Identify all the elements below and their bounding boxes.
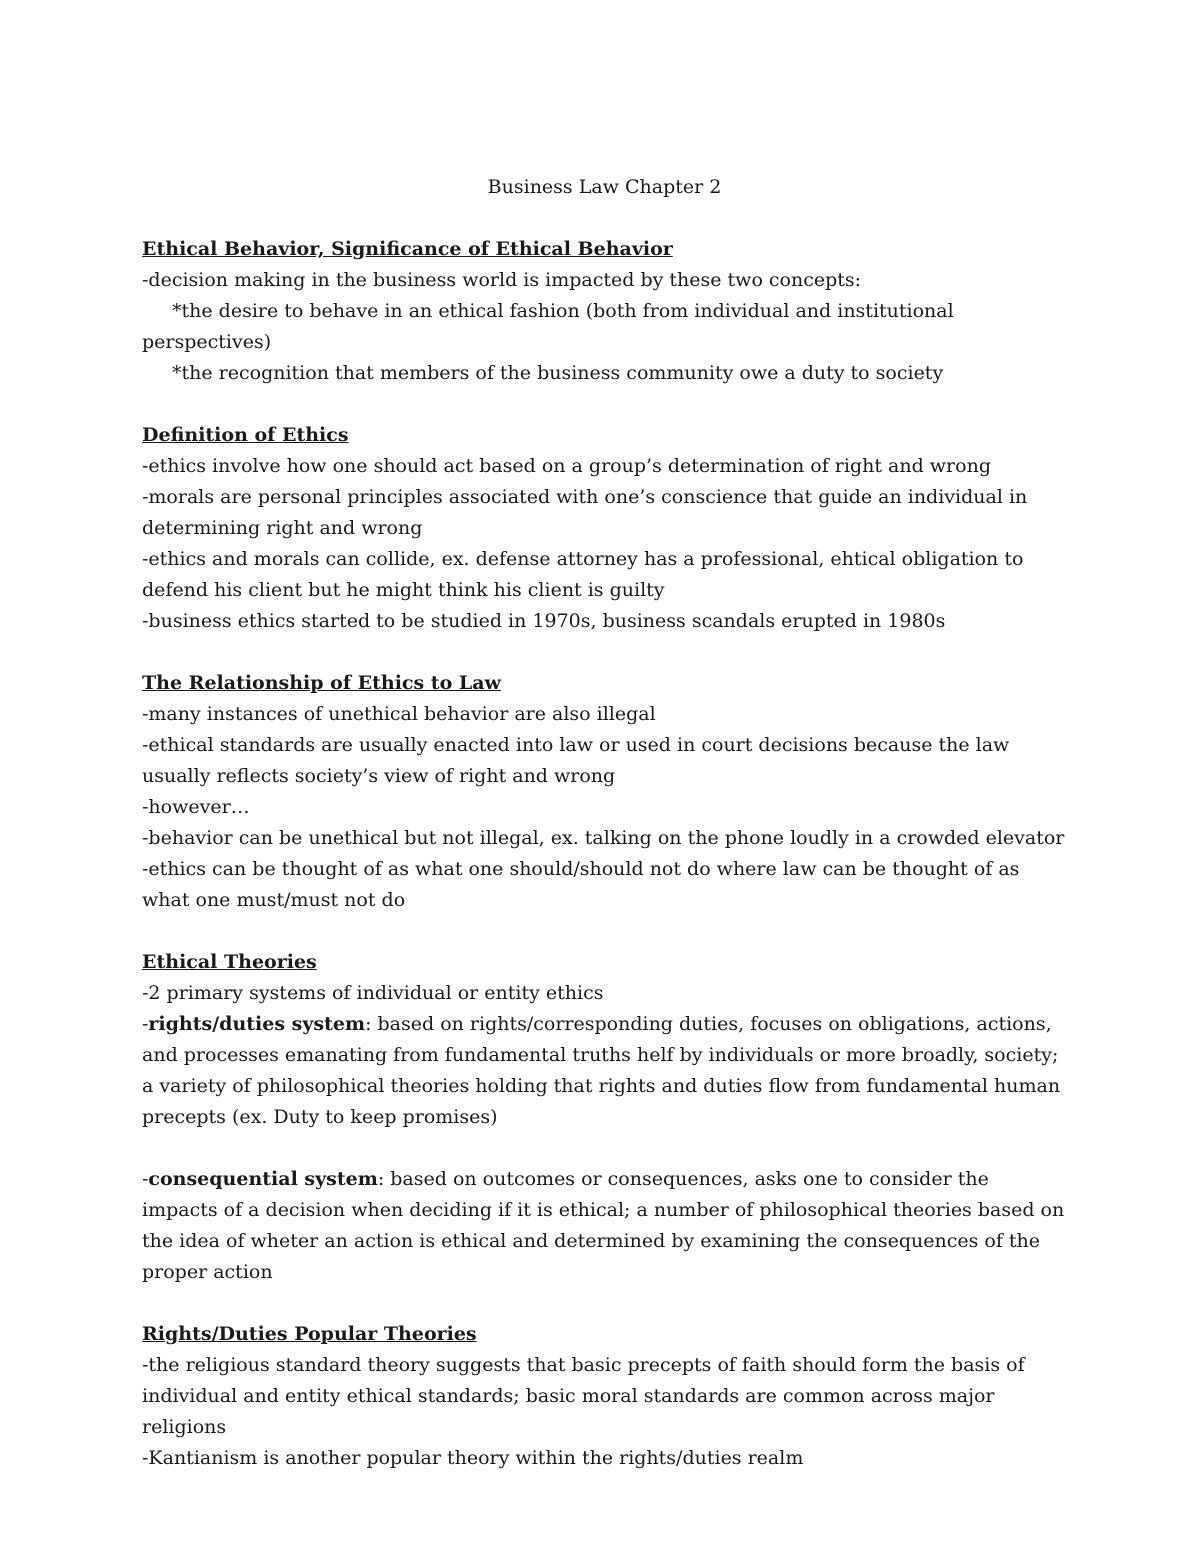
paragraph-line: -ethics and morals can collide, ex. defense attorney has a professional, ehtical obligation to defend his client but he might think his client is guilty: [142, 548, 1024, 601]
paragraph-line: *the desire to behave in an ethical fashion (both from individual and institutional: [172, 300, 954, 322]
spacer: [142, 1133, 1067, 1164]
spacer: [142, 916, 1067, 947]
paragraph-line: -ethical standards are usually enacted into law or used in court decisions because the law usually reflects society’s view of right and wrong: [142, 734, 1010, 787]
list-dash: -: [142, 1013, 149, 1035]
paragraph-line: -Kantianism is another popular theory within the rights/duties realm: [142, 1447, 804, 1469]
paragraph-line: -however…: [142, 796, 250, 818]
paragraph-line: perspectives): [142, 331, 272, 353]
paragraph-line: -the religious standard theory suggests that basic precepts of faith should form the basis of individual and entity ethical standards; basic moral standards are common across major religions: [142, 1354, 1025, 1438]
paragraph-line: -business ethics started to be studied in 1970s, business scandals erupted in 1980s: [142, 610, 946, 632]
spacer: [142, 637, 1067, 668]
section-heading-ethical-theories: Ethical Theories: [142, 951, 317, 973]
section-heading-ethics-and-law: The Relationship of Ethics to Law: [142, 672, 501, 694]
term-rights-duties-system: rights/duties system: [148, 1013, 366, 1035]
paragraph-line: *the recognition that members of the business community owe a duty to society: [172, 362, 944, 384]
paragraph-line: -many instances of unethical behavior are also illegal: [142, 703, 656, 725]
section-heading-definition-of-ethics: Definition of Ethics: [142, 424, 349, 446]
paragraph-line: -decision making in the business world is impacted by these two concepts:: [142, 269, 862, 291]
definition-text: : based on outcomes or consequences, asks one to consider the impacts of a decision when deciding if it is ethical; a number of philosophical theories based on the idea of wheter an action is ethical and determined by examining the consequences of the proper action: [142, 1168, 1065, 1283]
rights-duties-definition: [142, 1009, 1067, 1133]
document-title: Business Law Chapter 2: [487, 176, 722, 198]
consequential-definition: [142, 1164, 1067, 1288]
paragraph-line: -2 primary systems of individual or entity ethics: [142, 982, 604, 1004]
paragraph-line: -ethics involve how one should act based on a group’s determination of right and wrong: [142, 455, 991, 477]
section-heading-ethical-behavior: Ethical Behavior, Significance of Ethical Behavior: [142, 238, 673, 260]
paragraph-line: -morals are personal principles associated with one’s conscience that guide an individual in determining right and wrong: [142, 486, 1028, 539]
list-dash: -: [142, 1168, 149, 1190]
term-consequential-system: consequential system: [148, 1168, 378, 1190]
definition-text: : based on rights/corresponding duties, focuses on obligations, actions, and processes emanating from fundamental truths helf by individuals or more broadly, society; a variety of philosophical theories holding that rights and duties flow from fundamental human precepts (ex. Duty to keep promises): [142, 1013, 1061, 1128]
section-heading-rights-duties-theories: Rights/Duties Popular Theories: [142, 1323, 477, 1345]
paragraph-line: -behavior can be unethical but not illegal, ex. talking on the phone loudly in a crowded elevator: [142, 827, 1065, 849]
paragraph-line: -ethics can be thought of as what one should/should not do where law can be thought of as what one must/must not do: [142, 858, 1020, 911]
spacer: [142, 389, 1067, 420]
document-body: [142, 172, 1067, 1474]
spacer: [142, 1288, 1067, 1319]
